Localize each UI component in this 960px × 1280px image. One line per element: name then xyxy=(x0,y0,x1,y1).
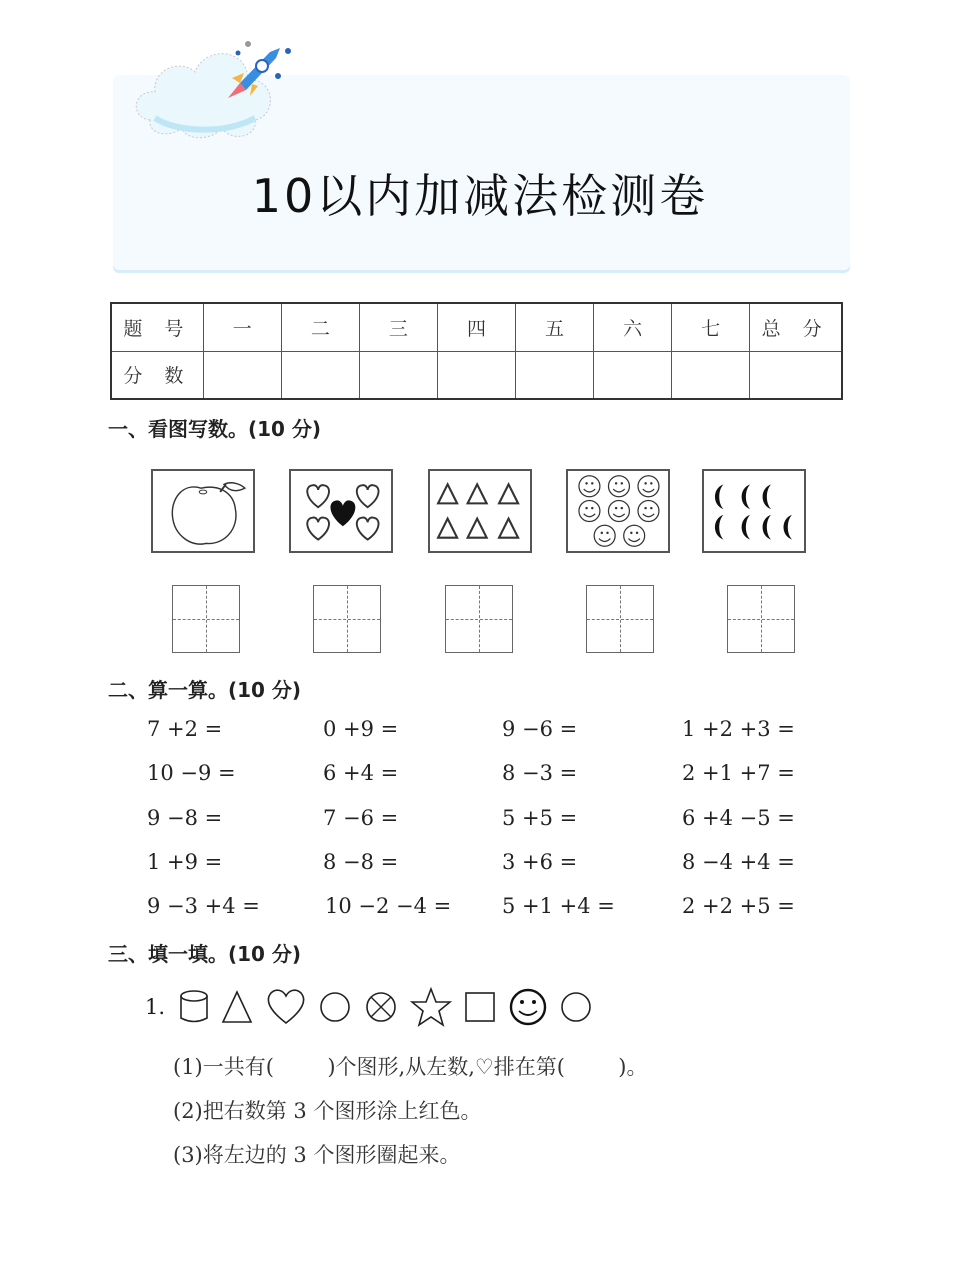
score-cell[interactable] xyxy=(281,351,359,399)
score-row-label: 分 数 xyxy=(111,351,203,399)
hearts-icon xyxy=(291,471,391,551)
smiley-icon xyxy=(508,987,548,1027)
crescent-moons-icon xyxy=(704,471,804,551)
picture-hearts xyxy=(289,469,393,553)
score-cell[interactable] xyxy=(359,351,437,399)
score-header-cell: 三 xyxy=(359,303,437,351)
crossed-circle-icon xyxy=(363,990,399,1024)
picture-crescent-moons xyxy=(702,469,806,553)
score-header-cell: 四 xyxy=(437,303,515,351)
score-cell[interactable] xyxy=(516,351,594,399)
score-header-cell: 七 xyxy=(672,303,750,351)
picture-apple xyxy=(151,469,255,553)
score-header-cell: 题 号 xyxy=(111,303,203,351)
page-title: 10以内加减法检测卷 xyxy=(251,169,709,223)
equation: 2 +1 +7 = xyxy=(682,761,795,785)
square-icon xyxy=(463,990,497,1024)
equation: 7 +2 = xyxy=(147,717,223,741)
equation: 10 −9 = xyxy=(147,761,236,785)
picture-smiley-faces xyxy=(566,469,670,553)
equation: 3 +6 = xyxy=(502,850,578,874)
equation: 8 −3 = xyxy=(502,761,578,785)
circle-icon xyxy=(559,990,593,1024)
equation: 5 +5 = xyxy=(502,806,578,830)
score-cell[interactable] xyxy=(437,351,515,399)
score-cell[interactable] xyxy=(750,351,842,399)
equation: 7 −6 = xyxy=(323,806,399,830)
score-header-cell: 五 xyxy=(516,303,594,351)
score-header-cell: 二 xyxy=(281,303,359,351)
equation: 0 +9 = xyxy=(323,717,399,741)
question-2: (2)把右数第 3 个图形涂上红色。 xyxy=(173,1099,482,1123)
equation: 9 −3 +4 = xyxy=(147,894,260,918)
equation: 9 −8 = xyxy=(147,806,223,830)
cylinder-icon xyxy=(179,989,209,1025)
equation: 1 +2 +3 = xyxy=(682,717,795,741)
answer-box-4[interactable] xyxy=(586,585,654,653)
circle-icon xyxy=(318,990,352,1024)
apple-icon xyxy=(153,471,253,551)
score-cell[interactable] xyxy=(672,351,750,399)
equation: 8 −8 = xyxy=(323,850,399,874)
equation: 2 +2 +5 = xyxy=(682,894,795,918)
section3-heading: 三、填一填。(10 分) xyxy=(108,942,302,966)
heart-icon xyxy=(265,988,307,1026)
answer-box-5[interactable] xyxy=(727,585,795,653)
score-cell[interactable] xyxy=(594,351,672,399)
picture-triangles xyxy=(428,469,532,553)
answer-box-1[interactable] xyxy=(172,585,240,653)
question-3: (3)将左边的 3 个图形圈起来。 xyxy=(173,1143,461,1167)
equation: 5 +1 +4 = xyxy=(502,894,615,918)
score-cell[interactable] xyxy=(203,351,281,399)
section2-heading: 二、算一算。(10 分) xyxy=(108,678,302,702)
triangle-icon xyxy=(220,989,254,1025)
section1-heading: 一、看图写数。(10 分) xyxy=(108,417,322,441)
score-table xyxy=(110,302,843,400)
smiley-faces-icon xyxy=(568,471,668,551)
star-icon xyxy=(410,987,452,1027)
answer-box-3[interactable] xyxy=(445,585,513,653)
equation: 10 −2 −4 = xyxy=(325,894,452,918)
score-header-cell: 六 xyxy=(594,303,672,351)
answer-box-2[interactable] xyxy=(313,585,381,653)
score-table-score-row xyxy=(111,351,842,399)
score-header-cell: 一 xyxy=(203,303,281,351)
item-number: 1. xyxy=(145,995,166,1019)
equation: 8 −4 +4 = xyxy=(682,850,795,874)
question-1: (1)一共有( )个图形,从左数,♡排在第( )。 xyxy=(173,1055,648,1079)
triangles-icon xyxy=(430,471,530,551)
shapes-row xyxy=(145,985,604,1029)
rocket-icon xyxy=(218,38,298,108)
equation: 6 +4 = xyxy=(323,761,399,785)
equation: 1 +9 = xyxy=(147,850,223,874)
equation: 6 +4 −5 = xyxy=(682,806,795,830)
score-table-header-row xyxy=(111,303,842,351)
equation: 9 −6 = xyxy=(502,717,578,741)
score-header-cell: 总 分 xyxy=(750,303,842,351)
